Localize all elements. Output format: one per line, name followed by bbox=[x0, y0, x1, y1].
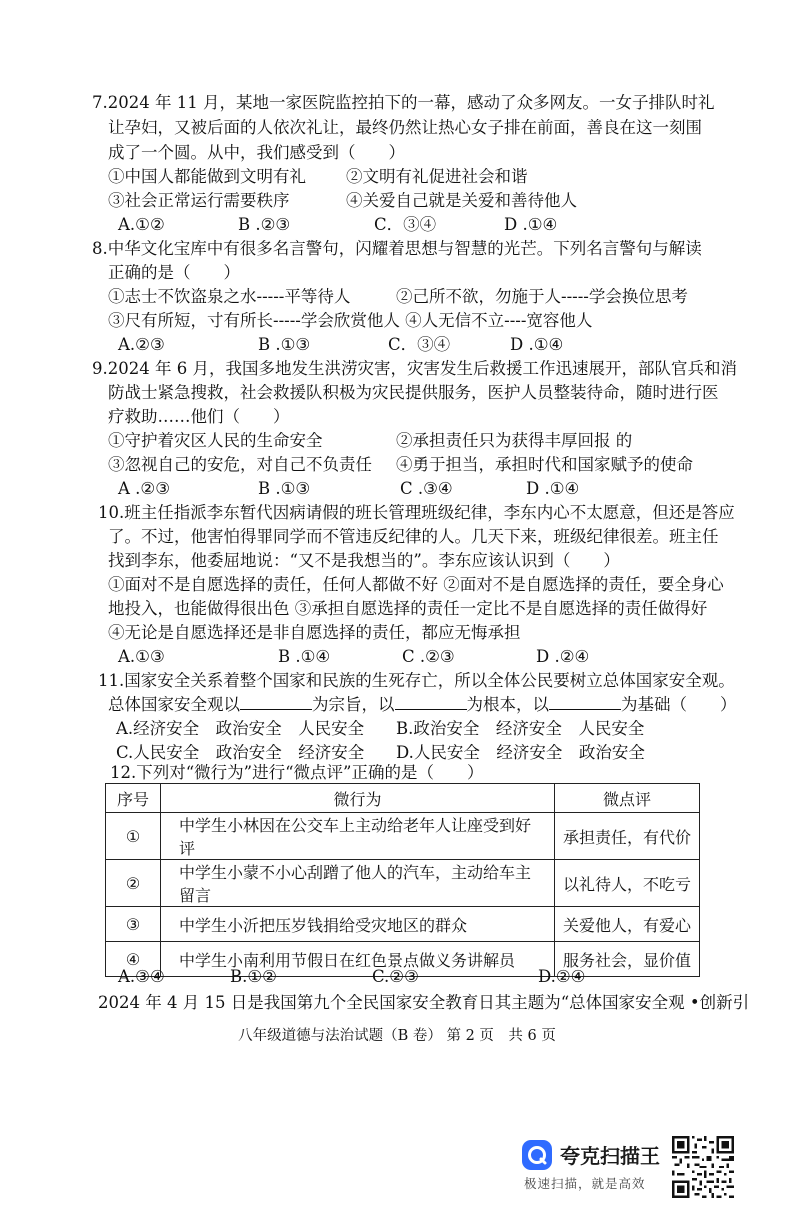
q11-option-a[interactable]: A.经济安全 政治安全 人民安全 bbox=[116, 719, 365, 738]
q7-statement-3: ③社会正常运行需要秩序 bbox=[108, 191, 290, 210]
q11-text-a: 总体国家安全观以 bbox=[108, 695, 240, 714]
q10-option-b[interactable]: B .①④ bbox=[278, 647, 331, 666]
row-behavior: 中学生小沂把压岁钱捐给受灾地区的群众 bbox=[161, 907, 555, 942]
q9-line1: 9.2024 年 6 月，我国多地发生洪涝灾害，灾害发生后救援工作迅速展开，部队官兵和消 bbox=[92, 359, 737, 378]
q11-option-b[interactable]: B.政治安全 经济安全 人民安全 bbox=[396, 719, 645, 738]
row-comment: 关爱他人，有爱心 bbox=[555, 907, 700, 942]
q7-statement-2: ②文明有礼促进社会和谐 bbox=[346, 167, 528, 186]
q9-statement-3: ③忽视自己的安危，对自己不负责任 bbox=[108, 455, 372, 474]
row-number: ② bbox=[106, 860, 161, 907]
q12-option-b[interactable]: B.①② bbox=[230, 967, 277, 986]
q10-line3: 找到李东，他委屈地说：“又不是我想当的”。李东应该认识到（ ） bbox=[108, 551, 620, 570]
q11-text-b: 为宗旨，以 bbox=[312, 695, 395, 714]
q9-option-b[interactable]: B .①③ bbox=[258, 479, 311, 498]
q11-text-c: 为根本，以 bbox=[466, 695, 549, 714]
q11-blank-2[interactable] bbox=[395, 695, 467, 710]
q7-line3: 成了一个圆。从中，我们感受到（ ） bbox=[108, 143, 405, 162]
q10-option-d[interactable]: D .②④ bbox=[536, 647, 590, 666]
q8-option-a[interactable]: A.②③ bbox=[118, 335, 165, 354]
table-row bbox=[106, 813, 700, 860]
q10-line1: 10.班主任指派李东暂代因病请假的班长管理班级纪律，李东内心不太愿意，但还是答应 bbox=[98, 503, 735, 522]
q7-statement-1: ①中国人都能做到文明有礼 bbox=[108, 167, 306, 186]
row-number: ③ bbox=[106, 907, 161, 942]
q11-line1: 11.国家安全关系着整个国家和民族的生死存亡，所以全体公民要树立总体国家安全观。 bbox=[98, 671, 735, 690]
q10-option-a[interactable]: A.①③ bbox=[118, 647, 165, 666]
q9-statement-1: ①守护着灾区人民的生命安全 bbox=[108, 431, 323, 450]
q11-blank-1[interactable] bbox=[240, 695, 312, 710]
q7-option-b[interactable]: B .②③ bbox=[238, 215, 291, 234]
q11-blank-3[interactable] bbox=[549, 695, 621, 710]
brand-slogan: 极速扫描，就是高效 bbox=[524, 1176, 646, 1191]
q10-line2: 了。不过，他害怕得罪同学而不管违反纪律的人。几天下来，班级纪律很差。班主任 bbox=[108, 527, 719, 546]
row-behavior: 中学生小南利用节假日在红色景点做义务讲解员 bbox=[161, 942, 555, 977]
q12-option-a[interactable]: A.③④ bbox=[118, 967, 165, 986]
next-question-line: 2024 年 4 月 15 日是我国第九个全民国家安全教育日其主题为“总体国家安全观 •创新引 bbox=[98, 993, 750, 1012]
q9-statement-4: ④勇于担当，承担时代和国家赋予的使命 bbox=[396, 455, 693, 474]
page-footer: 八年级道德与法治试题（B 卷） 第 2 页 共 6 页 bbox=[238, 1028, 556, 1044]
q8-option-c[interactable]: C．③④ bbox=[388, 335, 451, 354]
row-comment: 服务社会，显价值 bbox=[555, 942, 700, 977]
q8-option-b[interactable]: B .①③ bbox=[258, 335, 311, 354]
q7-line2: 让孕妇，又被后面的人依次礼让，最终仍然让热心女子排在前面，善良在这一刻围 bbox=[108, 118, 702, 137]
q9-option-a[interactable]: A .②③ bbox=[118, 479, 170, 498]
row-comment: 以礼待人，不吃亏 bbox=[555, 860, 700, 907]
col-header-number: 序号 bbox=[106, 784, 161, 813]
table-row bbox=[106, 860, 700, 907]
q7-option-c[interactable]: C．③④ bbox=[374, 215, 437, 234]
q7-line1: 7.2024 年 11 月，某地一家医院监控拍下的一幕，感动了众多网友。一女子排队时礼 bbox=[92, 93, 715, 112]
q8-line2: 正确的是（ ） bbox=[108, 263, 240, 282]
q9-line3: 疗救助……他们（ ） bbox=[108, 407, 290, 426]
q11-line2 bbox=[108, 694, 737, 716]
q8-option-d[interactable]: D .①④ bbox=[510, 335, 564, 354]
q7-option-a[interactable]: A.①② bbox=[118, 215, 165, 234]
scanner-brand bbox=[522, 1136, 672, 1194]
brand-name: 夸克扫描王 bbox=[560, 1144, 660, 1168]
q10-option-c[interactable]: C .②③ bbox=[402, 647, 455, 666]
micro-behavior-table bbox=[105, 783, 700, 977]
q10-line6: ④无论是自愿选择还是非自愿选择的责任，都应无悔承担 bbox=[108, 623, 521, 642]
row-comment: 承担责任，有代价 bbox=[555, 813, 700, 860]
q12-line1: 12.下列对“微行为”进行“微点评”正确的是（ ） bbox=[110, 763, 484, 782]
q11-option-c[interactable]: C.人民安全 政治安全 经济安全 bbox=[116, 743, 365, 762]
q10-line5: 地投入，也能做得很出色 ③承担自愿选择的责任一定比不是自愿选择的责任做得好 bbox=[108, 599, 708, 618]
q8-statement-1: ①志士不饮盗泉之水-----平等待人 bbox=[108, 287, 351, 306]
q8-statement-3-4: ③尺有所短，寸有所长-----学会欣赏他人 ④人无信不立----宽容他人 bbox=[108, 311, 593, 330]
q9-line2: 防战士紧急搜救，社会救援队积极为灾民提供服务，医护人员整装待命，随时进行医 bbox=[108, 383, 719, 402]
table-header-row bbox=[106, 784, 700, 813]
q7-statement-4: ④关爱自己就是关爱和善待他人 bbox=[346, 191, 577, 210]
q12-option-c[interactable]: C.②③ bbox=[372, 967, 419, 986]
table-row bbox=[106, 907, 700, 942]
q11-text-d: 为基础（ ） bbox=[621, 695, 737, 714]
row-number: ④ bbox=[106, 942, 161, 977]
row-behavior: 中学生小林因在公交车上主动给老年人让座受到好评 bbox=[161, 813, 555, 860]
q8-line1: 8.中华文化宝库中有很多名言警句，闪耀着思想与智慧的光芒。下列名言警句与解读 bbox=[92, 239, 702, 258]
quark-logo-icon bbox=[522, 1140, 552, 1170]
q12-option-d[interactable]: D.②④ bbox=[538, 967, 586, 986]
row-behavior: 中学生小蒙不小心刮蹭了他人的汽车，主动给车主留言 bbox=[161, 860, 555, 907]
q8-statement-2: ②己所不欲，勿施于人-----学会换位思考 bbox=[396, 287, 688, 306]
q7-option-d[interactable]: D .①④ bbox=[504, 215, 558, 234]
col-header-comment: 微点评 bbox=[555, 784, 700, 813]
qr-code-icon bbox=[672, 1136, 734, 1198]
q9-statement-2: ②承担责任只为获得丰厚回报 的 bbox=[396, 431, 633, 450]
q9-option-d[interactable]: D .①④ bbox=[526, 479, 580, 498]
q9-option-c[interactable]: C .③④ bbox=[400, 479, 453, 498]
q11-option-d[interactable]: D.人民安全 经济安全 政治安全 bbox=[396, 743, 645, 762]
row-number: ① bbox=[106, 813, 161, 860]
q10-line4: ①面对不是自愿选择的责任，任何人都做不好 ②面对不是自愿选择的责任，要全身心 bbox=[108, 575, 724, 594]
col-header-behavior: 微行为 bbox=[161, 784, 555, 813]
